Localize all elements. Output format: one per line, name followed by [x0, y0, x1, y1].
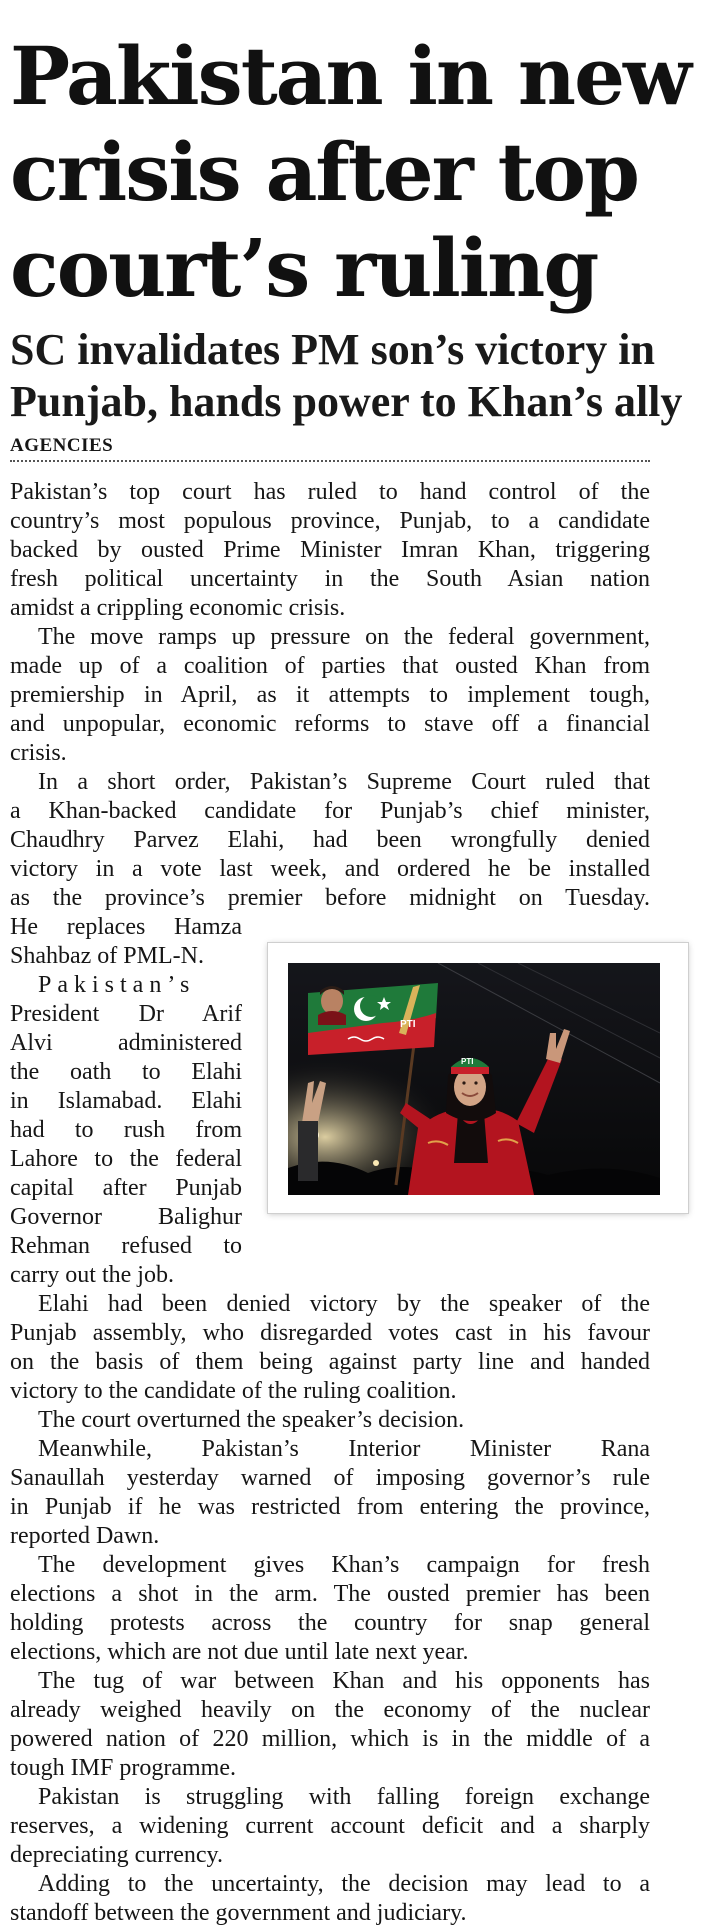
body-line: country’s most populous province, Punjab, to a candidate [10, 508, 650, 534]
body-line: carry out the job. [10, 1262, 174, 1288]
body-line: Sanaullah yesterday warned of imposing governor’s rule [10, 1465, 650, 1491]
body-line: capital after Punjab [10, 1175, 242, 1201]
body-line: Punjab assembly, who disregarded votes cast in his favour [10, 1320, 650, 1346]
body-line: reserves, a widening current account deficit and a sharply [10, 1813, 650, 1839]
body-line: The move ramps up pressure on the federal government, [38, 624, 650, 650]
body-line: The tug of war between Khan and his opponents has [38, 1668, 650, 1694]
body-line: tough IMF programme. [10, 1755, 236, 1781]
body-line: fresh political uncertainty in the South Asian nation [10, 566, 650, 592]
body-line: The court overturned the speaker’s decision. [38, 1407, 465, 1433]
body-line: backed by ousted Prime Minister Imran Khan, triggering [10, 537, 650, 563]
cap-text: PTI [461, 1057, 474, 1066]
body-line: depreciating currency. [10, 1842, 223, 1868]
flag-text: PTI [400, 1019, 416, 1030]
body-line: Shahbaz of PML-N. [10, 943, 204, 969]
body-line: elections, which are not due until late next year. [10, 1639, 469, 1665]
body-line: in Punjab if he was restricted from entering the province, [10, 1494, 650, 1520]
body-line: and unpopular, economic reforms to stave off a financial [10, 711, 650, 737]
body-line: Alvi administered [10, 1030, 242, 1056]
body-line: Rehman refused to [10, 1233, 242, 1259]
subheadline-line: Punjab, hands power to Khan’s ally [10, 377, 683, 426]
news-photo [288, 963, 660, 1195]
body-line: amidst a crippling economic crisis. [10, 595, 346, 621]
body-line: the oath to Elahi [10, 1059, 242, 1085]
body-line: made up of a coalition of parties that ousted Khan from [10, 653, 650, 679]
body-line: Meanwhile, Pakistan’s Interior Minister Rana [38, 1436, 650, 1462]
body-line: Adding to the uncertainty, the decision may lead to a [38, 1871, 650, 1897]
body-line: already weighed heavily on the economy of the nuclear [10, 1697, 650, 1723]
body-line: victory in a vote last week, and ordered he be installed [10, 856, 650, 882]
body-line: victory to the candidate of the ruling coalition. [10, 1378, 457, 1404]
body-line: Governor Balighur [10, 1204, 242, 1230]
body-line: on the basis of them being against party line and handed [10, 1349, 650, 1375]
body-line: President Dr Arif [10, 1001, 242, 1027]
body-line: Lahore to the federal [10, 1146, 242, 1172]
body-line: crisis. [10, 740, 67, 766]
body-line: Elahi had been denied victory by the speaker of the [38, 1291, 650, 1317]
body-line: Pakistan is struggling with falling foreign exchange [38, 1784, 650, 1810]
body-line: premiership in April, as it attempts to implement tough, [10, 682, 650, 708]
headline-line: Pakistan in new [10, 29, 690, 123]
body-line: had to rush from [10, 1117, 242, 1143]
body-line: as the province’s premier before midnight on Tuesday. [10, 885, 650, 911]
body-line: Chaudhry Parvez Elahi, had been wrongfully denied [10, 827, 650, 853]
protest-photo-illustration [288, 963, 660, 1195]
subheadline [10, 324, 683, 428]
body-line: in Islamabad. Elahi [10, 1088, 242, 1114]
byline: AGENCIES [10, 432, 650, 462]
news-photo-frame [268, 943, 688, 1213]
body-line: Pakistan’s top court has ruled to hand control of the [10, 479, 650, 505]
article-body [10, 478, 650, 1928]
body-line: standoff between the government and judiciary. [10, 1900, 467, 1926]
body-line: elections a shot in the arm. The ousted premier has been [10, 1581, 650, 1607]
body-line: The development gives Khan’s campaign for fresh [38, 1552, 650, 1578]
headline-line: crisis after top [10, 125, 638, 219]
body-line: Pakistan’s [38, 972, 196, 998]
body-line: powered nation of 220 million, which is in the middle of a [10, 1726, 650, 1752]
subheadline-line: SC invalidates PM son’s victory in [10, 325, 655, 374]
article [10, 0, 690, 1928]
body-line: In a short order, Pakistan’s Supreme Court ruled that [38, 769, 650, 795]
body-line: He replaces Hamza [10, 914, 242, 940]
body-line: holding protests across the country for snap general [10, 1610, 650, 1636]
body-line: reported Dawn. [10, 1523, 160, 1549]
headline [10, 0, 690, 316]
headline-line: court’s ruling [10, 221, 598, 315]
body-line: a Khan-backed candidate for Punjab’s chief minister, [10, 798, 650, 824]
